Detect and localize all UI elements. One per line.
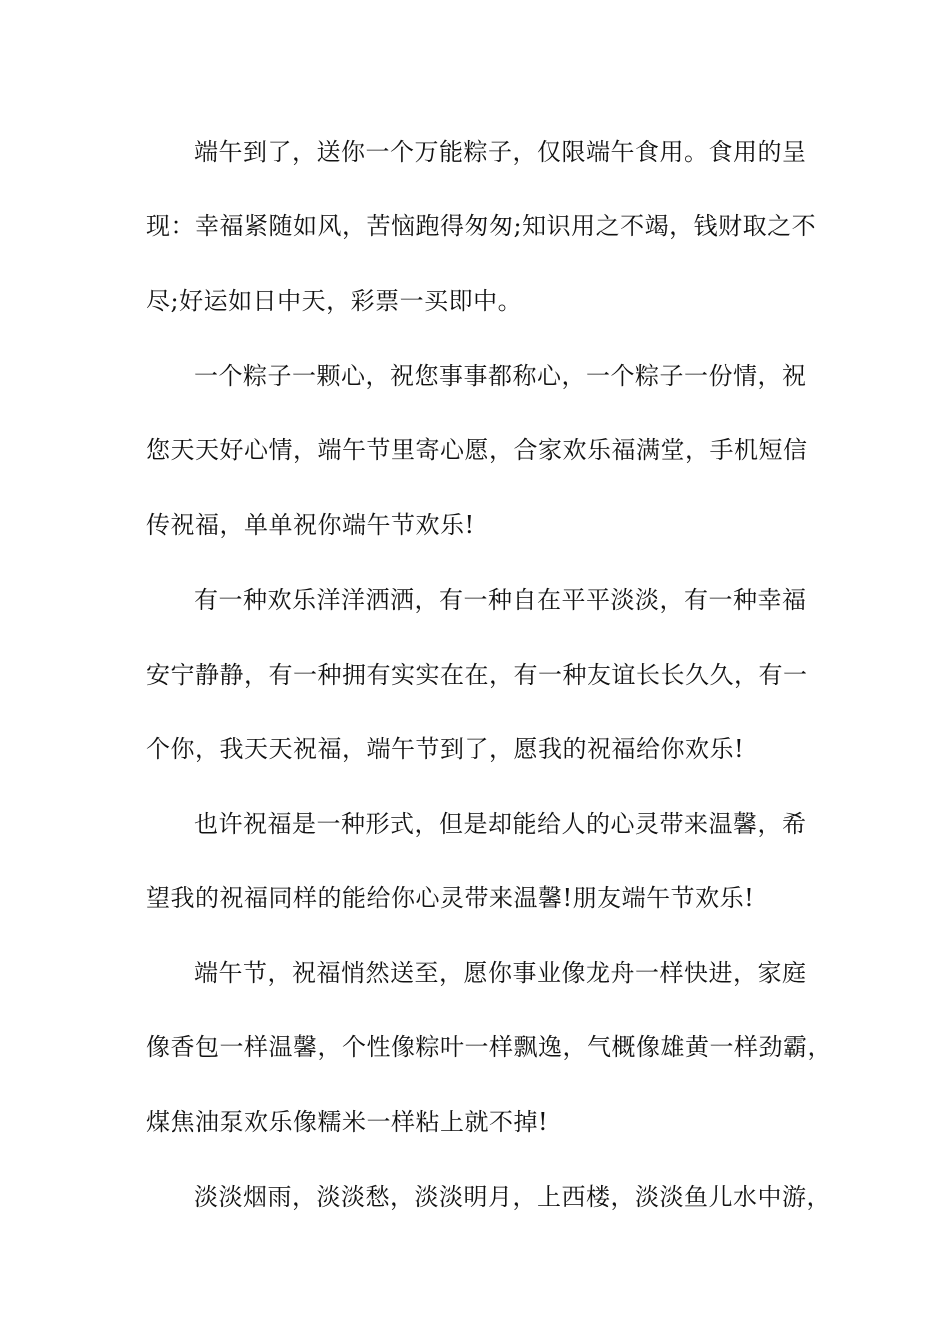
paragraph-3-line-2: 安宁静静，有一种拥有实实在在，有一种友谊长长久久，有一 bbox=[146, 661, 808, 689]
paragraph-2-line-2: 您天天好心情，端午节里寄心愿，合家欢乐福满堂，手机短信 bbox=[146, 436, 808, 464]
paragraph-4-line-2: 望我的祝福同样的能给你心灵带来温馨!朋友端午节欢乐! bbox=[146, 884, 755, 912]
paragraph-1-line-2: 现：幸福紧随如风，苦恼跑得匆匆;知识用之不竭，钱财取之不 bbox=[146, 212, 817, 240]
paragraph-3-line-3: 个你，我天天祝福，端午节到了，愿我的祝福给你欢乐! bbox=[146, 735, 745, 763]
paragraph-6-line-1: 淡淡烟雨，淡淡愁，淡淡明月，上西楼，淡淡鱼儿水中游， bbox=[194, 1183, 831, 1211]
paragraph-5-line-3: 煤焦油泵欢乐像糯米一样粘上就不掉! bbox=[146, 1108, 549, 1136]
paragraph-5-line-2: 像香包一样温馨，个性像粽叶一样飘逸，气概像雄黄一样劲霸， bbox=[146, 1033, 832, 1061]
paragraph-4-line-1: 也许祝福是一种形式，但是却能给人的心灵带来温馨，希 bbox=[194, 810, 807, 838]
paragraph-2-line-3: 传祝福，单单祝你端午节欢乐! bbox=[146, 511, 475, 539]
paragraph-1-line-1: 端午到了，送你一个万能粽子，仅限端午食用。食用的呈 bbox=[194, 138, 807, 166]
paragraph-2-line-1: 一个粽子一颗心，祝您事事都称心，一个粽子一份情，祝 bbox=[194, 362, 807, 390]
paragraph-3-line-1: 有一种欢乐洋洋洒洒，有一种自在平平淡淡，有一种幸福 bbox=[194, 586, 807, 614]
paragraph-1-line-3: 尽;好运如日中天，彩票一买即中。 bbox=[146, 287, 523, 315]
paragraph-5-line-1: 端午节，祝福悄然送至，愿你事业像龙舟一样快进，家庭 bbox=[194, 959, 807, 987]
